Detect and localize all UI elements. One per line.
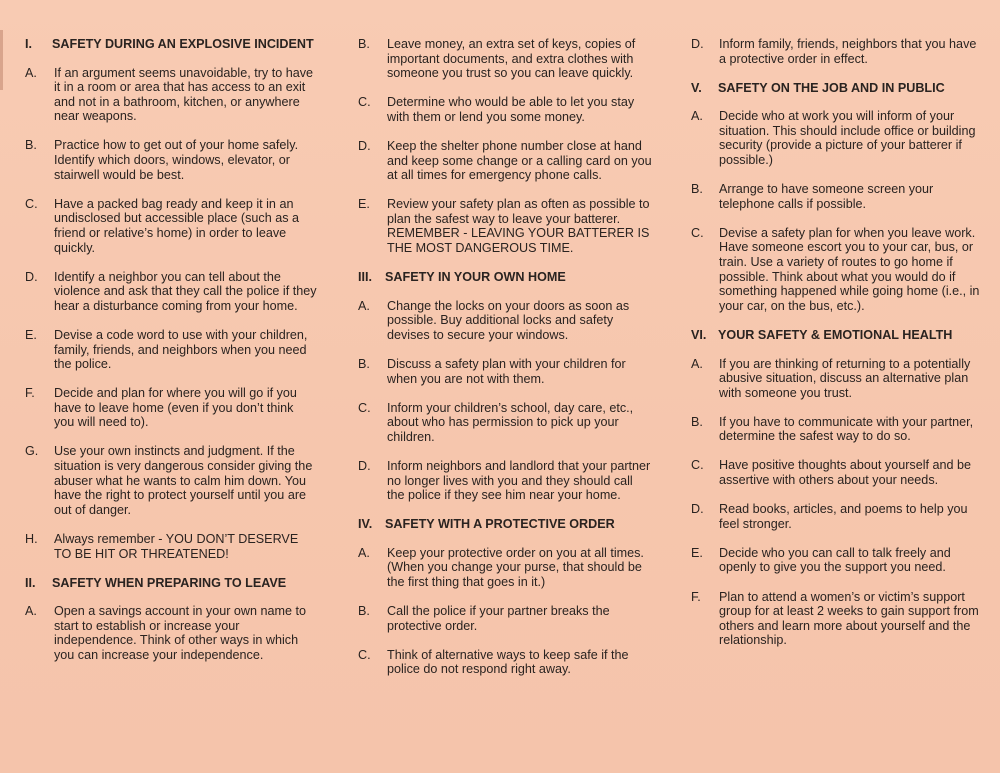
list-item — [358, 37, 653, 81]
section-heading — [358, 517, 653, 532]
item-text: Leave money, an extra set of keys, copies of important documents, and extra clothes with someone you trust so you can leave quickly. — [387, 37, 636, 81]
section-heading — [25, 576, 317, 591]
list-item — [358, 546, 653, 590]
list-item — [691, 415, 983, 444]
list-item — [691, 590, 983, 648]
item-text: Decide and plan for where you will go if you have to leave home (even if you don’t think you will need to). — [54, 386, 297, 430]
item-text: Keep your protective order on you at all times. (When you change your purse, that should be the first thing that goes in it.) — [387, 545, 644, 590]
list-item — [358, 401, 653, 445]
list-item — [25, 270, 317, 314]
item-letter: C. — [691, 458, 704, 473]
item-text: Discuss a safety plan with your children for when you are not with them. — [387, 357, 626, 386]
section-title: SAFETY WITH A PROTECTIVE ORDER — [385, 517, 615, 532]
item-text: Arrange to have someone screen your telephone calls if possible. — [719, 182, 934, 211]
column-1 — [25, 37, 317, 677]
list-item — [691, 37, 983, 66]
list-item — [691, 458, 983, 487]
item-letter: C. — [691, 225, 704, 240]
item-text: Identify a neighbor you can tell about the violence and ask that they call the police if they hear a disturbance coming from your home. — [54, 269, 317, 313]
list-item — [358, 299, 653, 343]
item-letter: C. — [25, 196, 38, 211]
item-text: Have positive thoughts about yourself and be assertive with others about your needs. — [719, 458, 972, 488]
item-letter: B. — [358, 37, 370, 51]
item-text: Review your safety plan as often as possible to plan the safest way to leave your batterer. REMEMBER - LEAVING YOUR BATTERER IS THE MOST DANGEROUS TIME. — [387, 197, 650, 256]
item-text: If you are thinking of returning to a potentially abusive situation, discuss an alternative plan with someone you trust. — [719, 356, 971, 400]
section-number: IV. — [358, 517, 373, 532]
section-title: SAFETY ON THE JOB AND IN PUBLIC — [718, 80, 945, 95]
list-item — [358, 95, 653, 124]
section-title: SAFETY WHEN PREPARING TO LEAVE — [52, 575, 287, 590]
section-number: V. — [691, 80, 702, 95]
item-letter: E. — [358, 197, 370, 212]
item-text: Inform family, friends, neighbors that you have a protective order in effect. — [719, 37, 977, 66]
section-number: I. — [25, 37, 32, 51]
section-title: SAFETY IN YOUR OWN HOME — [385, 270, 566, 285]
item-letter: A. — [25, 65, 37, 80]
section-heading — [25, 37, 317, 52]
item-text: Plan to attend a women’s or victim’s support group for at least 2 weeks to gain support from others and learn more about yourself and the relationship. — [719, 589, 979, 648]
item-letter: D. — [691, 502, 704, 517]
item-text: Keep the shelter phone number close at hand and keep some change or a calling card on you at all times for emergency phone calls. — [387, 138, 652, 183]
item-letter: D. — [358, 138, 371, 153]
list-item — [691, 357, 983, 401]
item-text: Devise a safety plan for when you leave work. Have someone escort you to your car, bus, or train. Use a variety of routes to go home if possible. Think about what you would do if something happened while going home (i.e., in your car, on the bus, etc.). — [719, 225, 980, 313]
item-letter: H. — [25, 531, 38, 546]
list-item — [25, 532, 317, 561]
item-text: Open a savings account in your own name to start to establish or increase your independence. Think of other ways in which you can increase your independence. — [54, 604, 307, 662]
list-item — [25, 604, 317, 662]
item-text: Read books, articles, and poems to help you feel stronger. — [719, 502, 968, 531]
item-letter: E. — [25, 327, 37, 342]
item-text: Change the locks on your doors as soon as possible. Buy additional locks and safety devises to secure your windows. — [387, 298, 630, 342]
item-letter: D. — [691, 37, 704, 51]
item-letter: A. — [691, 356, 703, 371]
section-number: II. — [25, 575, 36, 590]
list-item — [25, 138, 317, 182]
item-text: Have a packed bag ready and keep it in an undisclosed but accessible place (such as a friend or relative’s home) in order to leave quickly. — [54, 196, 300, 255]
item-letter: A. — [25, 604, 37, 619]
item-letter: E. — [691, 545, 703, 560]
list-item — [358, 604, 653, 633]
item-letter: A. — [358, 298, 370, 313]
item-letter: A. — [358, 545, 370, 560]
item-letter: B. — [358, 357, 370, 371]
item-letter: B. — [358, 604, 370, 619]
item-text: Call the police if your partner breaks the protective order. — [387, 604, 610, 633]
list-item — [358, 139, 653, 183]
list-item — [691, 502, 983, 531]
page-edge-mark — [0, 30, 3, 90]
item-text: Use your own instincts and judgment. If the situation is very dangerous consider giving the abuser what he wants to calm him down. You have the right to protect yourself until you are out of danger. — [54, 444, 313, 517]
item-text: Always remember - YOU DON’T DESERVE TO BE HIT OR THREATENED! — [54, 531, 299, 561]
item-letter: D. — [358, 458, 371, 473]
item-letter: C. — [358, 95, 371, 110]
list-item — [358, 197, 653, 255]
list-item — [25, 66, 317, 124]
item-letter: C. — [358, 400, 371, 415]
section-title: SAFETY DURING AN EXPLOSIVE INCIDENT — [52, 37, 314, 51]
item-text: Practice how to get out of your home safely. Identify which doors, windows, elevator, or stairwell would be best. — [54, 138, 299, 182]
list-item — [358, 648, 653, 677]
section-heading — [691, 328, 983, 343]
list-item — [691, 109, 983, 167]
item-letter: G. — [25, 444, 39, 459]
item-letter: B. — [691, 414, 703, 429]
list-item — [691, 182, 983, 211]
list-item — [691, 226, 983, 314]
list-item — [25, 197, 317, 255]
item-text: Decide who at work you will inform of your situation. This should include office or building security (provide a picture of your batterer if possible.) — [719, 109, 976, 168]
item-letter: D. — [25, 269, 38, 284]
item-letter: F. — [25, 386, 35, 401]
item-text: Inform neighbors and landlord that your partner no longer lives with you and they should call the police if they see him near your home. — [387, 458, 651, 503]
item-text: If you have to communicate with your partner, determine the safest way to do so. — [719, 414, 974, 444]
item-letter: C. — [358, 647, 371, 662]
item-text: Determine who would be able to let you stay with them or lend you some money. — [387, 95, 635, 124]
list-item — [691, 546, 983, 575]
section-number: III. — [358, 270, 372, 285]
item-text: If an argument seems unavoidable, try to have it in a room or area that has access to an exit and not in a bathroom, kitchen, or anywhere near weapons. — [54, 65, 314, 124]
item-text: Inform your children’s school, day care, etc., about who has permission to pick up your children. — [387, 400, 634, 444]
section-heading — [691, 81, 983, 96]
list-item — [25, 328, 317, 372]
section-title: YOUR SAFETY & EMOTIONAL HEALTH — [718, 327, 953, 342]
section-heading — [358, 270, 653, 285]
item-letter: B. — [691, 182, 703, 197]
list-item — [358, 459, 653, 503]
item-text: Devise a code word to use with your children, family, friends, and neighbors when you need the police. — [54, 327, 308, 372]
list-item — [25, 386, 317, 430]
item-letter: B. — [25, 138, 37, 153]
list-item — [25, 444, 317, 517]
item-letter: A. — [691, 109, 703, 124]
column-2 — [358, 37, 653, 692]
item-text: Decide who you can call to talk freely and openly to give you the support you need. — [719, 545, 951, 575]
item-text: Think of alternative ways to keep safe if the police do not respond right away. — [387, 647, 629, 677]
item-letter: F. — [691, 589, 701, 604]
column-3 — [691, 37, 983, 662]
section-number: VI. — [691, 327, 707, 342]
list-item — [358, 357, 653, 386]
